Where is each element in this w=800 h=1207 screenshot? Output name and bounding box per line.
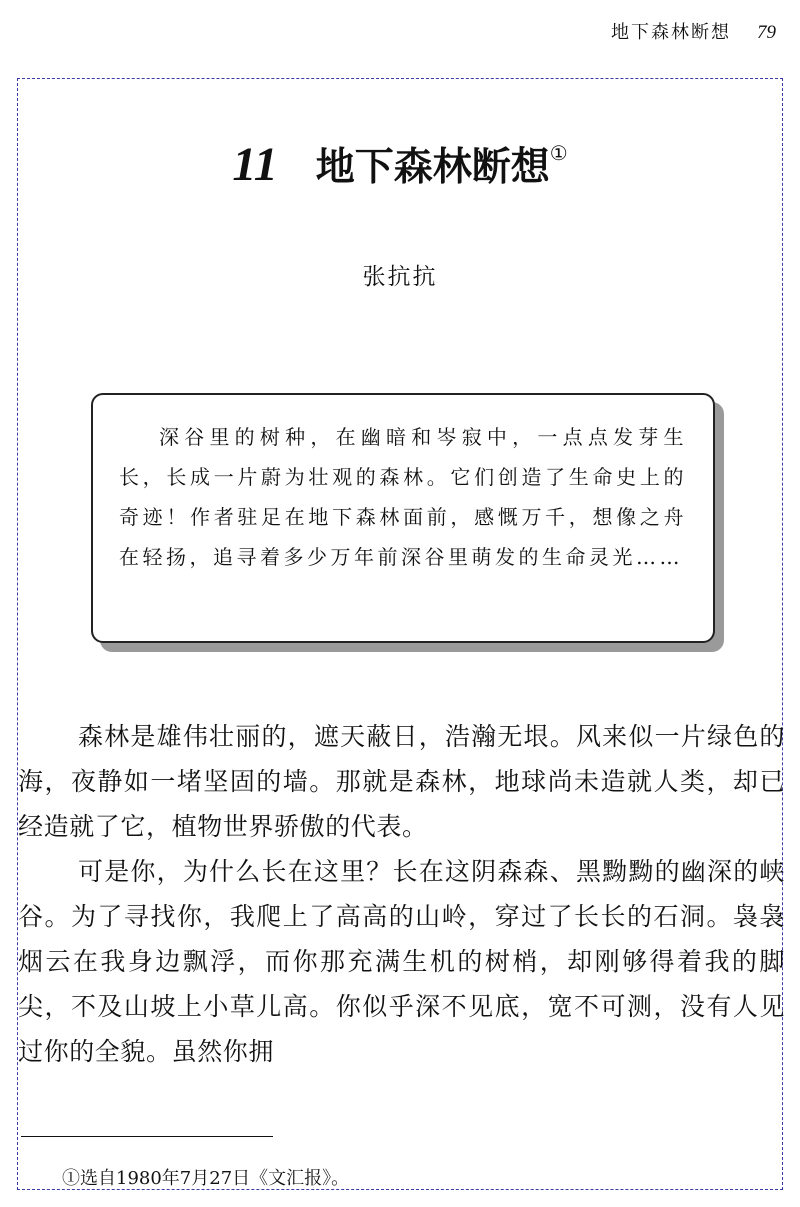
intro-box (91, 393, 715, 643)
body-text (18, 714, 785, 1074)
header-title: 地下森林断想 (611, 22, 731, 43)
page-number: 79 (757, 22, 776, 43)
running-header (611, 18, 776, 44)
author-name: 张抗抗 (362, 264, 438, 290)
intro-text: 深谷里的树种，在幽暗和岑寂中，一点点发芽生长，长成一片蔚为壮观的森林。它们创造了生命史上的奇迹！作者驻足在地下森林面前，感慨万千，想像之舟在轻扬，追寻着多少万年前深谷里萌发的生命灵光…… (119, 425, 687, 569)
footnote-divider (21, 1136, 273, 1137)
lesson-title (0, 136, 800, 192)
lesson-number: 11 (232, 138, 278, 191)
footnote-text: ①选自1980年7月27日《文汇报》。 (62, 1168, 350, 1189)
lesson-name: 地下森林断想 (315, 145, 550, 190)
body-paragraph: 森林是雄伟壮丽的，遮天蔽日，浩瀚无垠。风来似一片绿色的海，夜静如一堵坚固的墙。那就是森林，地球尚未造就人类，却已经造就了它，植物世界骄傲的代表。 (18, 722, 785, 841)
body-paragraph: 可是你，为什么长在这里？长在这阴森森、黑黝黝的幽深的峡谷。为了寻找你，我爬上了高高的山岭，穿过了长长的石洞。袅袅烟云在我身边飘浮，而你那充满生机的树梢，却刚够得着我的脚尖，不及山坡上小草儿高。你似乎深不见底，宽不可测，没有人见过你的全貌。虽然你拥 (18, 857, 785, 1066)
footnote-marker: ① (549, 141, 568, 165)
